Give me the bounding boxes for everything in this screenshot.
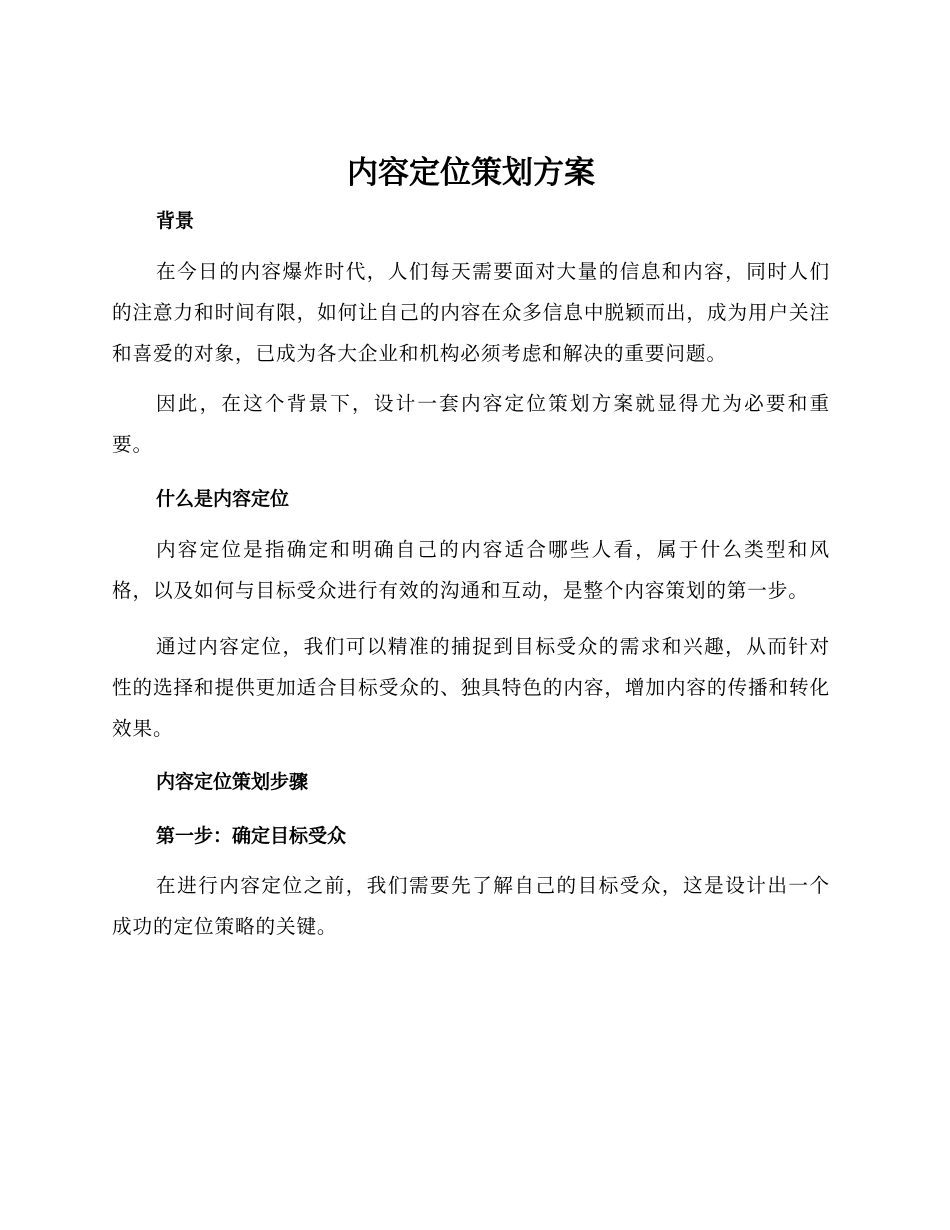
paragraph-background-1: 在今日的内容爆炸时代，人们每天需要面对大量的信息和内容，同时人们的注意力和时间有限，如何让自己的内容在众多信息中脱颖而出，成为用户关注和喜爱的对象，已成为各大企业和机构必须考虑和解决的重要问题。 — [112, 260, 830, 365]
paragraph-background-2: 因此，在这个背景下，设计一套内容定位策划方案就显得尤为必要和重要。 — [112, 392, 830, 456]
paragraph-step-1: 在进行内容定位之前，我们需要先了解自己的目标受众，这是设计出一个成功的定位策略的关键。 — [112, 874, 830, 938]
section-heading-what-is-positioning: 什么是内容定位 — [156, 488, 290, 510]
subsection-heading-step-1: 第一步：确定目标受众 — [156, 825, 347, 847]
section-heading-background: 背景 — [156, 210, 195, 232]
paragraph-what-is-positioning-1: 内容定位是指确定和明确自己的内容适合哪些人看，属于什么类型和风格，以及如何与目标受众进行有效的沟通和互动，是整个内容策划的第一步。 — [112, 538, 830, 602]
section-heading-planning-steps: 内容定位策划步骤 — [156, 771, 309, 793]
document-body — [112, 150, 830, 947]
document-title: 内容定位策划方案 — [347, 155, 595, 191]
paragraph-what-is-positioning-2: 通过内容定位，我们可以精准的捕捉到目标受众的需求和兴趣，从而针对性的选择和提供更加适合目标受众的、独具特色的内容，增加内容的传播和转化效果。 — [112, 635, 830, 740]
